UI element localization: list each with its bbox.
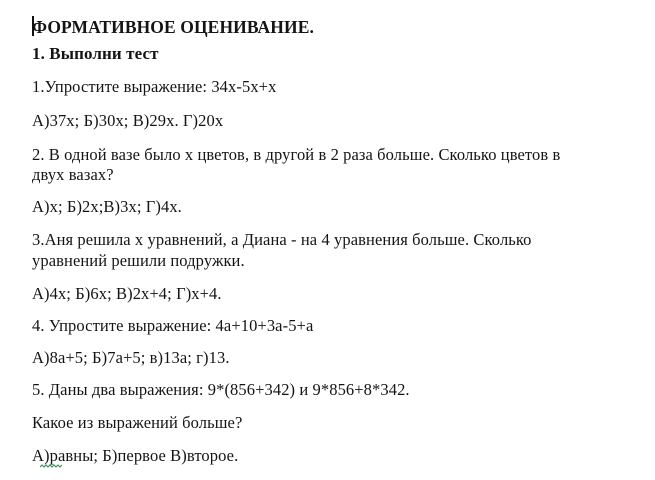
question-2-line-2: двух вазах? — [32, 165, 114, 184]
question-3-line-1: 3.Аня решила х уравнений, а Диана - на 4 уравнения больше. Сколько — [32, 230, 532, 249]
question-2-line-1: 2. В одной вазе было х цветов, в другой в 2 раза больше. Сколько цветов в — [32, 145, 561, 164]
spellcheck-underline-icon — [40, 464, 62, 469]
question-4: 4. Упростите выражение: 4а+10+3а-5+а — [32, 316, 314, 335]
question-5: 5. Даны два выражения: 9*(856+342) и 9*856+8*342. — [32, 380, 410, 399]
document-heading: ФОРМАТИВНОЕ ОЦЕНИВАНИЕ. — [32, 17, 314, 37]
question-5-prompt: Какое из выражений больше? — [32, 413, 243, 432]
question-1: 1.Упростите выражение: 34х-5х+х — [32, 77, 277, 96]
answers-2: А)х; Б)2х;В)3х; Г)4х. — [32, 197, 182, 216]
answers-1: А)37х; Б)30х; В)29х. Г)20х — [32, 111, 224, 130]
answers-5: А)равны; Б)первое В)второе. — [32, 446, 239, 465]
cut-off-next-line — [32, 474, 632, 480]
answers-3: А)4х; Б)6х; В)2х+4; Г)х+4. — [32, 284, 222, 303]
section-title: 1. Выполни тест — [32, 44, 159, 63]
question-3-line-2: уравнений решили подружки. — [32, 251, 245, 270]
answers-4: А)8а+5; Б)7а+5; в)13а; г)13. — [32, 348, 230, 367]
